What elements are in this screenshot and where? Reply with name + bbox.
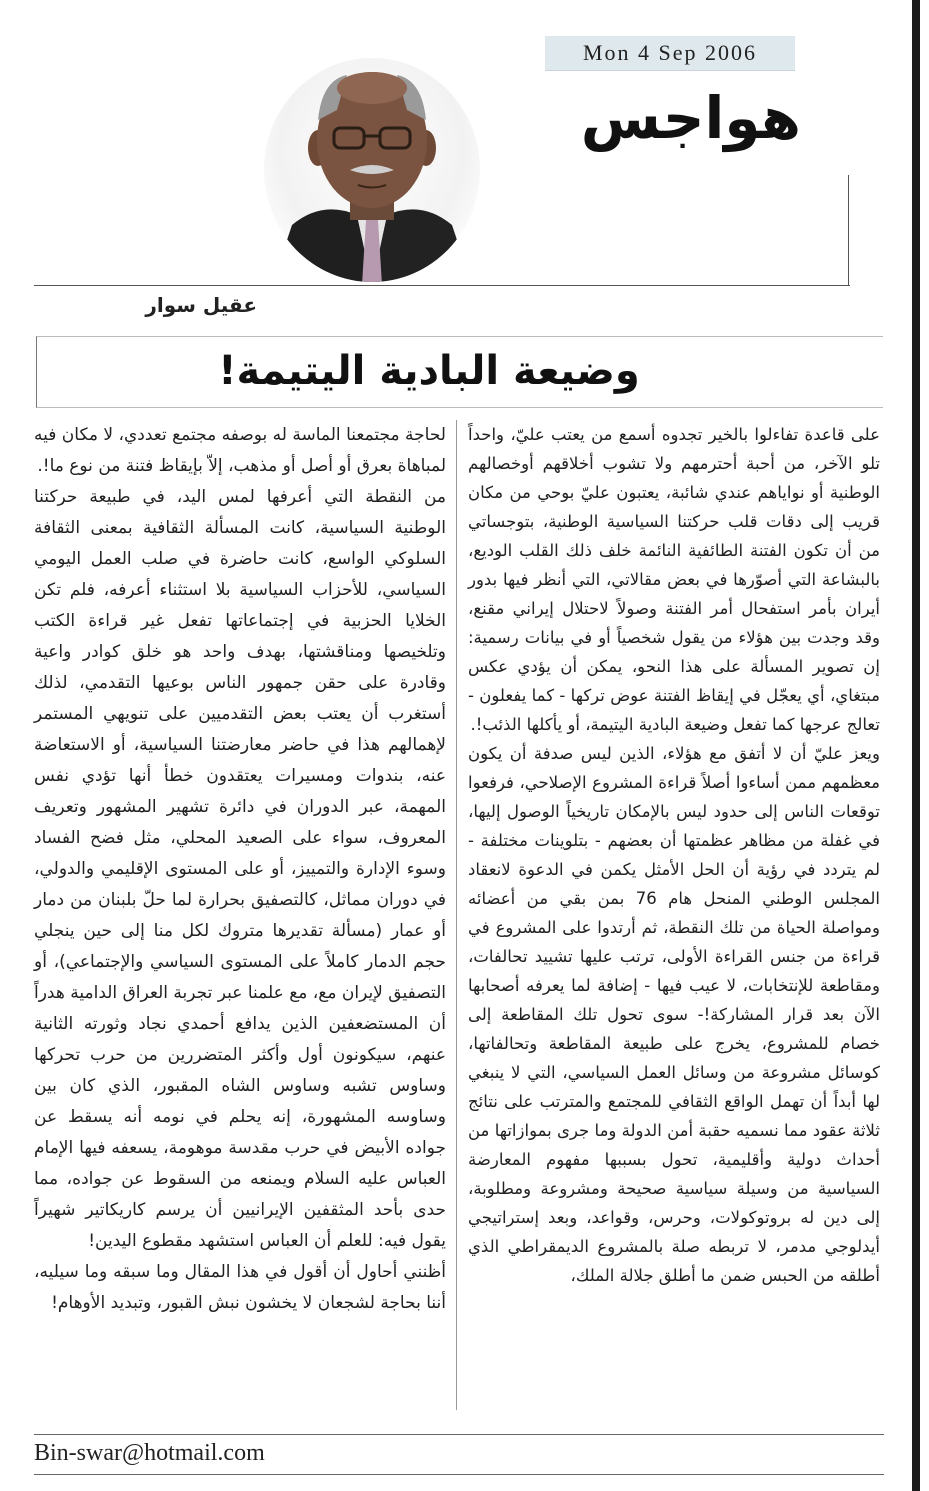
paragraph: من النقطة التي أعرفها لمس اليد، في طبيعة حركتنا الوطنية السياسية، كانت المسألة الثقافية بمعنى الثقافة السلوكي الواسع، كانت حاضرة في صلب العمل اليومي السياسي، للأحزاب السياسية بلا استثناء أعرفه، فلم تكن الخلايا الحزبية في إجتماعاتها تفعل غير قراءة الكتب وتلخيصها ومناقشتها، بهدف واحد هو خلق كوادر واعية وقادرة على حقن جمهور الناس بوعيها التقدمي، لذلك أستغرب أن يعتب بعض التقدميين على تنويهي المستمر لإهمالهم هذا في حاضر معارضتنا السياسية، أو الاستعاضة عنه، بندوات ومسيرات يعتقدون خطأ أنها تؤدي نفس المهمة، عبر الدوران في دائرة تشهير المشهور وتعريف المعروف، سواء على الصعيد المحلي، مثل فضح الفساد وسوء الإدارة والتمييز، أو على المستوى الإقليمي والدولي، في دوران مماثل، كالتصفيق بحرارة لما حلّ بلبنان من دمار أو عمار (مسألة تقديرها متروك لكل منا إلى حين ينجلي حجم الدمار كاملاً على المستوى السياسي والإجتماعي)، أو التصفيق لإيران مع، مع علمنا عبر تجربة العراق الدامية هدراً أن المستضعفين الذين يدافع أحمدي نجاد وثورته الثانية عنهم، سيكونون أول وأكثر المتضررين من حرب تحركها وساوس تشبه وساوس الشاه المقبور، الذي كان بين وساوسه المشهورة، إنه يحلم في نومه أنه يسقط عن جواده الأبيض في حرب مقدسة موهومة، يسعفه فيها الإمام العباس عليه السلام ويمنعه من السقوط عن جواده، مما حدى بأحد المثقفين الإيرانيين أن يرسم كاريكاتير شهيراً يقول فيه: للعلم أن العباس استشهد مقطوع اليدين! bbox=[34, 487, 446, 1251]
header-divider-vertical bbox=[848, 175, 849, 285]
header-divider bbox=[34, 285, 850, 286]
article-column-left bbox=[34, 420, 446, 1319]
column-name: هواجس bbox=[580, 84, 801, 152]
footer-divider-bottom bbox=[34, 1474, 884, 1475]
author-name: عقيل سوار bbox=[145, 293, 257, 317]
right-edge-bar bbox=[912, 0, 920, 1491]
paragraph: أظنني أحاول أن أقول في هذا المقال وما سبقه وما سيليه، أننا بحاجة لشجعان لا يخشون نبش القبور، وتبديد الأوهام! bbox=[34, 1262, 446, 1313]
author-portrait bbox=[262, 40, 482, 285]
paragraph: ويعز عليّ أن لا أتفق مع هؤلاء، الذين ليس صدفة أن يكون معظمهم ممن أساءوا أصلاً قراءة المشروع الإصلاحي، فرفعوا توقعات الناس إلى حدود ليس بالإمكان تاريخياً الوصول إليها، في غفلة من مظاهر عظمتها أن بعضهم - بتلوينات مختلفة - لم يتردد في رؤية أن الحل الأمثل يكمن في الدعوة لانعقاد المجلس الوطني المنحل هام 76 بمن بقي من أعضائه ومواصلة الحياة من تلك النقطة، ثم أرتدوا على المشروع في قراءة من جنس القراءة الأولى، ترتب عليها تشييد تحالفات، ومقاطعة للإنتخابات، لا عيب فيها - إضافة لما يعرفه أصحابها الآن بعد قرار المشاركة!- سوى تحول تلك المقاطعة إلى خصام للمشروع، يخرج على طبيعة المقاطعة وتحالفاتها، كوسائل مشروعة من وسائل العمل السياسي، التي لا ينبغي لها أبداً أن تهمل الواقع الثقافي للمجتمع والمترتب على نتائج ثلاثة عقود مما نسميه حقبة أمن الدولة وما جرى بموازاتها من أحداث دولية وأقليمية، تحول بسببها مفهوم المعارضة السياسية من وسيلة سياسية صحيحة ومشروعة ومطلوبة، إلى دين له بروتوكولات، وحرس، وقواعد، وبعد إستراتيجي أيدلوجي مدمر، لا تربطه صلة بالمشروع الديمقراطي الذي أطلقه من الحبس ضمن ما أطلق جلالة الملك، bbox=[468, 744, 880, 1285]
author-email: Bin-swar@hotmail.com bbox=[34, 1440, 265, 1466]
paragraph: على قاعدة تفاءلوا بالخير تجدوه أسمع من يعتب عليّ، واحداً تلو الآخر، من أحبة أحترمهم ولا تشوب أخلاقهم أوخصالهم الوطنية أو نواياهم عندي شائبة، يعتبون عليّ بوحي من مكان قريب إلى دقات قلب حركتنا السياسية الوطنية، بتوجساتي من أن تكون الفتنة الطائفية النائمة خلف ذلك القلب الوديع، بالبشاعة التي أصوّرها في بعض مقالاتي، التي أنظر فيها بدور أيران بأمر استفحال أمر الفتنة وصولاً لاحتلال إيراني مقنع، وقد وجدت بين هؤلاء من يقول شخصياً أو في بيانات رسمية: إن تصوير المسألة على هذا النحو، يمكن أن يؤدي عكس مبتغاي، أي يعجّل في إيقاظ الفتنة عوض تركها - كما يفعلون - تعالج عرجها كما تفعل وضيعة البادية اليتيمة، أو يأكلها الذئب!. bbox=[468, 425, 880, 734]
column-divider bbox=[456, 420, 457, 1410]
article-column-right bbox=[468, 420, 880, 1290]
paragraph: لحاجة مجتمعنا الماسة له بوصفه مجتمع تعددي، لا مكان فيه لمباهاة بعرق أو أصل أو مذهب، إلاّ بإيقاظ فتنة من نوع ما!. bbox=[34, 425, 446, 476]
article-title: وضيعة البادية اليتيمة! bbox=[218, 348, 640, 394]
footer-divider-top bbox=[34, 1434, 884, 1435]
publication-date: Mon 4 Sep 2006 bbox=[545, 36, 795, 71]
